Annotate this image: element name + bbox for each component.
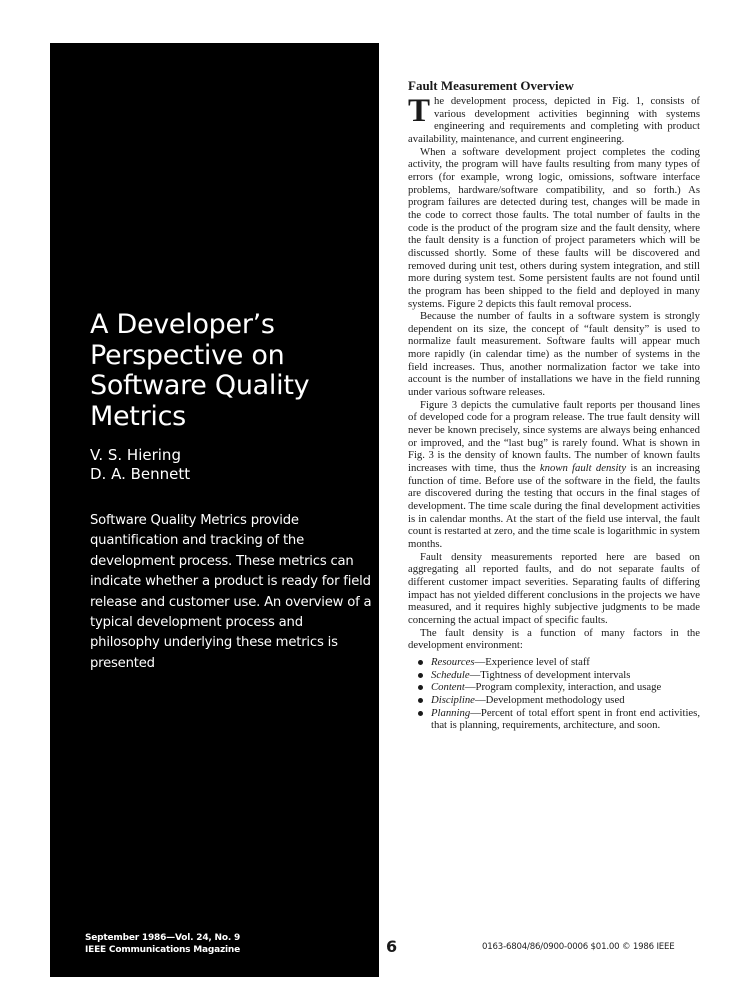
em-dash: — [469, 668, 481, 681]
em-dash: — [470, 706, 481, 719]
bullet-icon [418, 698, 423, 703]
factor-item [418, 694, 700, 707]
factor-item [418, 707, 700, 732]
author-name: D. A. Bennett [90, 465, 191, 483]
factor-term: Resources [431, 655, 475, 668]
body-paragraph: Fault density measurements reported here are based on aggregating all reported faults, and do not separate faults of different customer impact severities. Separating faults of differing impact has not yielded different conclusions in the projects we have measured, and it requires highly subjective judgments to be made concerning the actual impact of specific faults. [408, 550, 700, 626]
copyright-line: 0163-6804/86/0900-0006 $01.00 © 1986 IEEE [482, 942, 675, 952]
bullet-icon [418, 673, 423, 678]
factor-term: Planning [431, 706, 471, 719]
paragraph-text: is an increasing function of time. Before use of the software in the field, the faults are discovered during the testing that occurs in the final stages of development. The time scale during the final development activities is in calendar months. At the start of the field use interval, the fault count is restarted at zero, and the time scale is logarithmic in system months. [408, 462, 700, 550]
body-column [408, 78, 700, 732]
bullet-icon [418, 685, 423, 690]
factor-item [418, 669, 700, 682]
article-title: A Developer’s Perspective on Software Quality Metrics [90, 309, 310, 432]
factor-description: Development methodology used [485, 693, 625, 706]
issue-info [85, 932, 240, 956]
author-name: V. S. Hiering [90, 446, 181, 464]
factor-description: Program complexity, interaction, and usage [475, 681, 662, 694]
factor-description: Percent of total effort spent in front end activities, that is planning, requirements, architecture, and soon. [431, 706, 700, 732]
emphasized-term: known fault density [539, 462, 627, 475]
page-number: 6 [386, 937, 398, 956]
body-paragraph [408, 95, 700, 146]
publication-name: IEEE Communications Magazine [85, 945, 241, 955]
body-paragraph [408, 399, 700, 551]
article-abstract: Software Quality Metrics provide quantification and tracking of the development process. These metrics can indicate whether a product is ready for field release and customer use. An overview of a typical development process and philosophy underlying these metrics is presented [90, 513, 372, 671]
factor-term: Schedule [431, 668, 470, 681]
body-paragraph: When a software development project completes the coding activity, the program will have faults resulting from many types of errors (for example, wrong logic, omissions, software interface problems, hardware/software compatibility, and so forth.) As program failures are detected during test, changes will be made in the code to correct those faults. The total number of faults in the code is the product of the program size and the fault density, where the fault density is a function of project parameters which will be discussed shortly. Some of these faults will be discovered and removed during unit test, others during system integration, and still more during system test. Some persistent faults are not found until the program has been shipped to the field and deployed in many systems. Figure 2 depicts this fault removal process. [408, 145, 700, 310]
em-dash: — [474, 693, 486, 706]
title-panel [50, 43, 379, 977]
paragraph-text: Figure 3 depicts the cumulative fault reports per thousand lines of developed code for a program release. The true fault density will never be known precisely, since systems are always being enhanced or improved, and the “last bug” is rarely found. What is shown in Fig. 3 is the density of known faults. The number of known faults increases with time, thus the [408, 398, 700, 475]
paragraph-text: he development process, depicted in Fig. 1, consists of various development activities beginning with systems engineering and requirements and completing with product availability, maintenance, and current engineering. [408, 95, 700, 145]
bullet-icon [418, 660, 423, 665]
em-dash: — [464, 681, 476, 694]
bullet-icon [418, 711, 423, 716]
body-paragraph: Because the number of faults in a software system is strongly dependent on its size, the concept of “fault density” is used to normalize fault measurement. Software faults will appear much more rapidly (in calendar time) as the number of systems in the field increases. Thus, another normalization factor we take into account is the number of installations we have in the field running under various software releases. [408, 310, 700, 399]
factor-description: Tightness of development intervals [480, 668, 631, 681]
factor-item [418, 656, 700, 669]
body-paragraph: The fault density is a function of many factors in the development environment: [408, 626, 700, 652]
drop-cap: T [408, 93, 431, 129]
factor-term: Content [431, 681, 465, 694]
issue-date-volume: September 1986—Vol. 24, No. 9 [85, 933, 241, 943]
author-list [90, 446, 190, 484]
section-heading: Fault Measurement Overview [408, 78, 574, 93]
em-dash: — [474, 655, 486, 668]
factor-description: Experience level of staff [485, 655, 590, 668]
factor-term: Discipline [431, 693, 475, 706]
factor-list [408, 656, 700, 732]
factor-item [418, 681, 700, 694]
